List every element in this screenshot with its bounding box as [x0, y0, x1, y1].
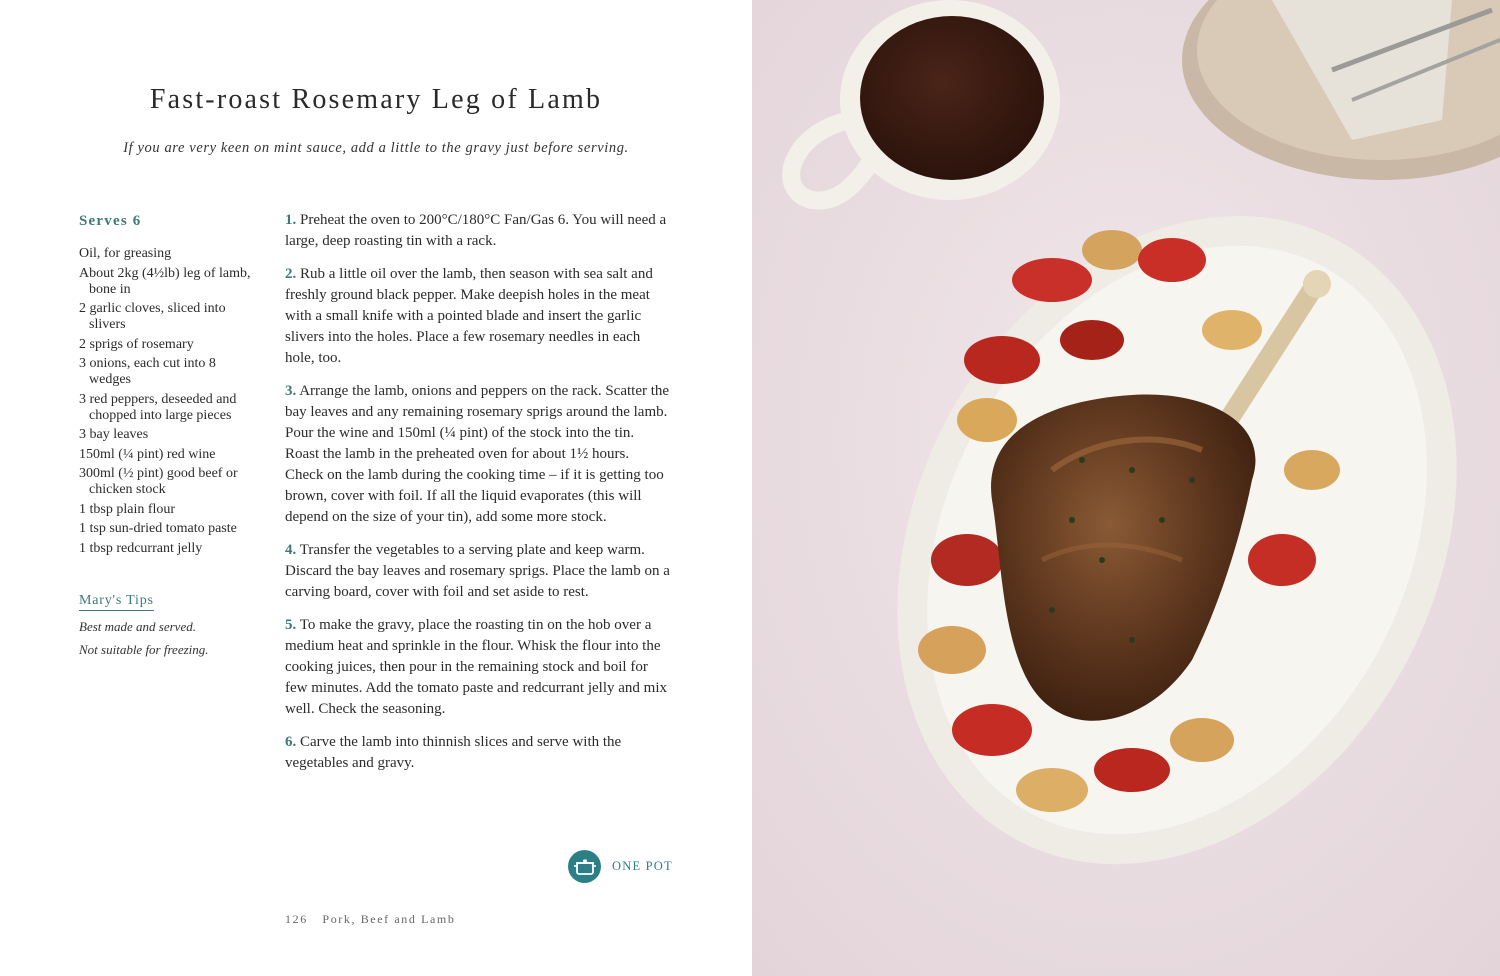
ingredient-item: 3 onions, each cut into 8 wedges	[79, 356, 216, 387]
ingredient-item: Oil, for greasing	[79, 246, 172, 261]
method-step	[285, 540, 670, 603]
ingredient-item: 1 tbsp plain flour	[79, 501, 176, 517]
page-footer	[285, 912, 455, 927]
step-number: 2.	[285, 266, 297, 282]
method-step	[285, 381, 670, 528]
one-pot-label: ONE POT	[612, 859, 673, 873]
page-number: 126	[285, 912, 308, 926]
tips-heading: Mary's Tips	[79, 593, 154, 611]
step-text: Transfer the vegetables to a serving plate and keep warm. Discard the bay leaves and rosemary sprigs. Place the lamb on a carving board, cover with foil and set aside to rest.	[285, 542, 670, 600]
step-text: To make the gravy, place the roasting tin on the hob over a medium heat and sprinkle in the flour. Whisk the flour into the cooking juices, then pour in the remaining stock and boil for few minutes. Add the tomato paste and redcurrant jelly and mix well. Check the seasoning.	[285, 617, 667, 717]
ingredient-item: 2 sprigs of rosemary	[79, 336, 194, 352]
step-number: 1.	[285, 212, 297, 228]
ingredient-list	[79, 246, 259, 557]
step-number: 5.	[285, 617, 297, 633]
ingredient-item: 2 garlic cloves, sliced into slivers	[79, 301, 226, 332]
method-column	[285, 210, 670, 786]
recipe-intro: If you are very keen on mint sauce, add a little to the gravy just before serving.	[123, 140, 629, 156]
step-text: Arrange the lamb, onions and peppers on the rack. Scatter the bay leaves and any remaining rosemary sprigs around the lamb. Pour the wine and 150ml (¼ pint) of the stock into the tin. Roast the lamb in the preheated oven for about 1½ hours. Check on the lamb during the cooking time – if it is getting too brown, cover with foil. If all the liquid evaporates (this will depend on the size of your tin), add some more stock.	[285, 383, 670, 525]
ingredient-item: 1 tbsp redcurrant jelly	[79, 540, 203, 556]
section-name: Pork, Beef and Lamb	[322, 912, 456, 926]
method-step	[285, 615, 670, 720]
recipe-title: Fast-roast Rosemary Leg of Lamb	[149, 84, 603, 115]
step-number: 4.	[285, 542, 297, 558]
step-text: Preheat the oven to 200°C/180°C Fan/Gas 6. You will need a large, deep roasting tin with a rack.	[285, 212, 667, 249]
ingredient-item: 1 tsp sun-dried tomato paste	[79, 521, 237, 536]
ingredient-item: 3 red peppers, deseeded and chopped into large pieces	[79, 391, 237, 423]
ingredient-item: 150ml (¼ pint) red wine	[79, 446, 216, 462]
step-number: 3.	[285, 383, 297, 399]
roast-leg-of-lamb-photo	[752, 0, 1500, 976]
ingredient-item: 300ml (½ pint) good beef or chicken stock	[79, 466, 238, 497]
ingredient-item: About 2kg (4½lb) leg of lamb, bone in	[79, 265, 251, 297]
step-number: 6.	[285, 734, 297, 750]
method-step	[285, 264, 670, 369]
tip-item: Best made and served.	[79, 619, 196, 634]
step-text: Carve the lamb into thinnish slices and serve with the vegetables and gravy.	[285, 734, 622, 771]
method-step	[285, 732, 670, 774]
tip-item: Not suitable for freezing.	[79, 642, 209, 657]
ingredients-column	[79, 213, 259, 658]
serves-heading: Serves 6	[79, 213, 142, 229]
pot-icon	[568, 850, 601, 883]
step-text: Rub a little oil over the lamb, then season with sea salt and freshly ground black pepper. Make deepish holes in the meat with a small knife with a pointed blade and insert the garlic slivers into the holes. Place a few rosemary needles in each hole, too.	[285, 266, 653, 366]
one-pot-badge	[568, 850, 673, 883]
method-step	[285, 210, 670, 252]
ingredient-item: 3 bay leaves	[79, 427, 149, 442]
